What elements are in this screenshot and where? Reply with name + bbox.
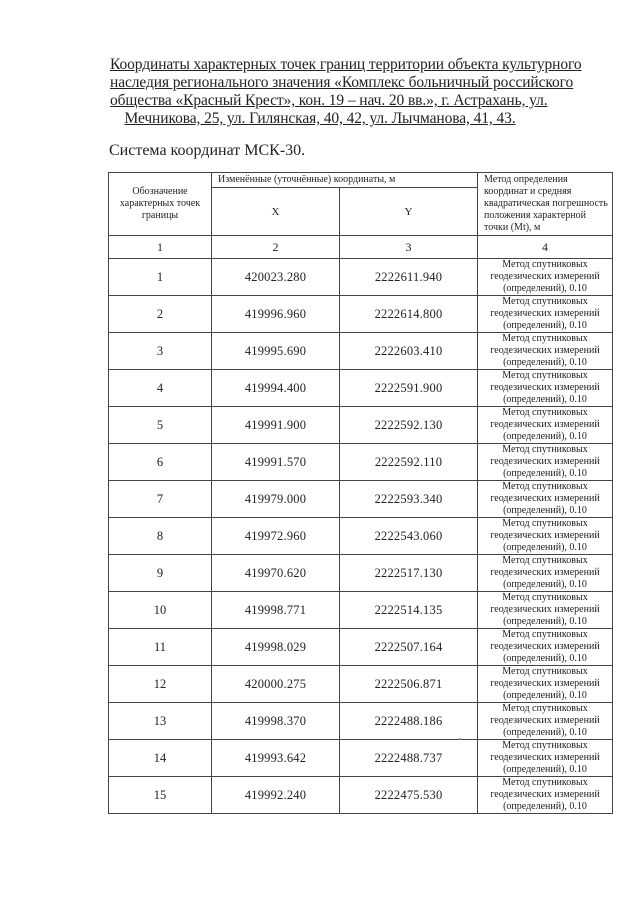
- coord-y: 2222592.130: [340, 407, 478, 444]
- coord-x: 419996.960: [212, 296, 340, 333]
- method-text: Метод спутниковых геодезических измерений (определений), 0.10: [478, 777, 613, 814]
- title-line-4: Мечникова, 25, ул. Гилянская, 40, 42, ул. Лычманова, 41, 43.: [124, 110, 516, 127]
- coord-y: 2222517.130: [340, 555, 478, 592]
- coord-y: 2222506.871: [340, 666, 478, 703]
- method-text: Метод спутниковых геодезических измерений (определений), 0.10: [478, 518, 613, 555]
- title-line-3: общества «Красный Крест», кон. 19 – нач. 20 вв.», г. Астрахань, ул.: [110, 92, 548, 109]
- table-row: [109, 296, 613, 333]
- method-text: Метод спутниковых геодезических измерений (определений), 0.10: [478, 555, 613, 592]
- table-row: [109, 518, 613, 555]
- table-row: [109, 666, 613, 703]
- method-text: Метод спутниковых геодезических измерений (определений), 0.10: [478, 703, 613, 740]
- point-number: 8: [109, 518, 212, 555]
- document-title: [110, 56, 582, 128]
- point-number: 15: [109, 777, 212, 814]
- coord-x: 419979.000: [212, 481, 340, 518]
- method-text: Метод спутниковых геодезических измерений (определений), 0.10: [478, 592, 613, 629]
- header-method: Метод определения координат и средняя квадратическая погрешность положения характерной точки (Mt), м: [478, 173, 613, 236]
- table-body: [109, 259, 613, 814]
- column-number-3: 3: [340, 236, 478, 259]
- point-number: 7: [109, 481, 212, 518]
- method-text: Метод спутниковых геодезических измерений (определений), 0.10: [478, 407, 613, 444]
- coord-y: 2222592.110: [340, 444, 478, 481]
- point-number: 6: [109, 444, 212, 481]
- coord-x: 419998.029: [212, 629, 340, 666]
- coordinates-table: [108, 172, 613, 814]
- column-number-2: 2: [212, 236, 340, 259]
- coord-x: 419994.400: [212, 370, 340, 407]
- coord-x: 419998.370: [212, 703, 340, 740]
- title-line-2: наследия регионального значения «Комплекс больничный российского: [110, 74, 574, 91]
- coordinate-system-label: Система координат МСК-30.: [109, 142, 306, 159]
- method-text: Метод спутниковых геодезических измерений (определений), 0.10: [478, 740, 613, 777]
- point-number: 2: [109, 296, 212, 333]
- method-text: Метод спутниковых геодезических измерений (определений), 0.10: [478, 444, 613, 481]
- table-row: [109, 629, 613, 666]
- table-row: [109, 370, 613, 407]
- table-row: [109, 703, 613, 740]
- table-row: [109, 259, 613, 296]
- header-y: Y: [340, 188, 478, 236]
- method-text: Метод спутниковых геодезических измерений (определений), 0.10: [478, 666, 613, 703]
- method-text: Метод спутниковых геодезических измерений (определений), 0.10: [478, 296, 613, 333]
- point-number: 14: [109, 740, 212, 777]
- point-number: 4: [109, 370, 212, 407]
- point-number: 10: [109, 592, 212, 629]
- header-designation: Обозначение характерных точек границы: [109, 173, 212, 236]
- point-number: 5: [109, 407, 212, 444]
- title-line-1: Координаты характерных точек границ территории объекта культурного: [110, 56, 582, 73]
- header-x: X: [212, 188, 340, 236]
- method-text: Метод спутниковых геодезических измерений (определений), 0.10: [478, 259, 613, 296]
- point-number: 12: [109, 666, 212, 703]
- point-number: 9: [109, 555, 212, 592]
- coord-x: 419970.620: [212, 555, 340, 592]
- point-number: 11: [109, 629, 212, 666]
- header-coordinates-group: Изменённые (уточнённые) координаты, м: [212, 173, 478, 188]
- coord-x: 419998.771: [212, 592, 340, 629]
- coord-x: 419992.240: [212, 777, 340, 814]
- table-row: [109, 555, 613, 592]
- method-text: Метод спутниковых геодезических измерений (определений), 0.10: [478, 481, 613, 518]
- coord-y: 2222591.900: [340, 370, 478, 407]
- table-row: [109, 481, 613, 518]
- coord-x: 420023.280: [212, 259, 340, 296]
- column-numbers-row: [109, 236, 613, 259]
- coord-y: 2222488.186: [340, 703, 478, 740]
- coord-x: 419993.642: [212, 740, 340, 777]
- table-row: [109, 407, 613, 444]
- coord-x: 419991.900: [212, 407, 340, 444]
- method-text: Метод спутниковых геодезических измерений (определений), 0.10: [478, 629, 613, 666]
- coord-y: 2222507.164: [340, 629, 478, 666]
- column-number-4: 4: [478, 236, 613, 259]
- table-row: [109, 777, 613, 814]
- coord-x: 419991.570: [212, 444, 340, 481]
- coord-y: 2222593.340: [340, 481, 478, 518]
- point-number: 3: [109, 333, 212, 370]
- coord-y: 2222611.940: [340, 259, 478, 296]
- table-row: [109, 333, 613, 370]
- method-text: Метод спутниковых геодезических измерений (определений), 0.10: [478, 370, 613, 407]
- point-number: 13: [109, 703, 212, 740]
- table-row: [109, 740, 613, 777]
- coord-y: 2222488.737: [340, 740, 478, 777]
- coord-y: 2222514.135: [340, 592, 478, 629]
- table-row: [109, 592, 613, 629]
- coord-x: 420000.275: [212, 666, 340, 703]
- point-number: 1: [109, 259, 212, 296]
- method-text: Метод спутниковых геодезических измерений (определений), 0.10: [478, 333, 613, 370]
- column-number-1: 1: [109, 236, 212, 259]
- coord-y: 2222543.060: [340, 518, 478, 555]
- coord-x: 419972.960: [212, 518, 340, 555]
- coord-y: 2222614.800: [340, 296, 478, 333]
- table-row: [109, 444, 613, 481]
- coord-y: 2222475.530: [340, 777, 478, 814]
- coord-x: 419995.690: [212, 333, 340, 370]
- scan-speck: [459, 738, 461, 740]
- coord-y: 2222603.410: [340, 333, 478, 370]
